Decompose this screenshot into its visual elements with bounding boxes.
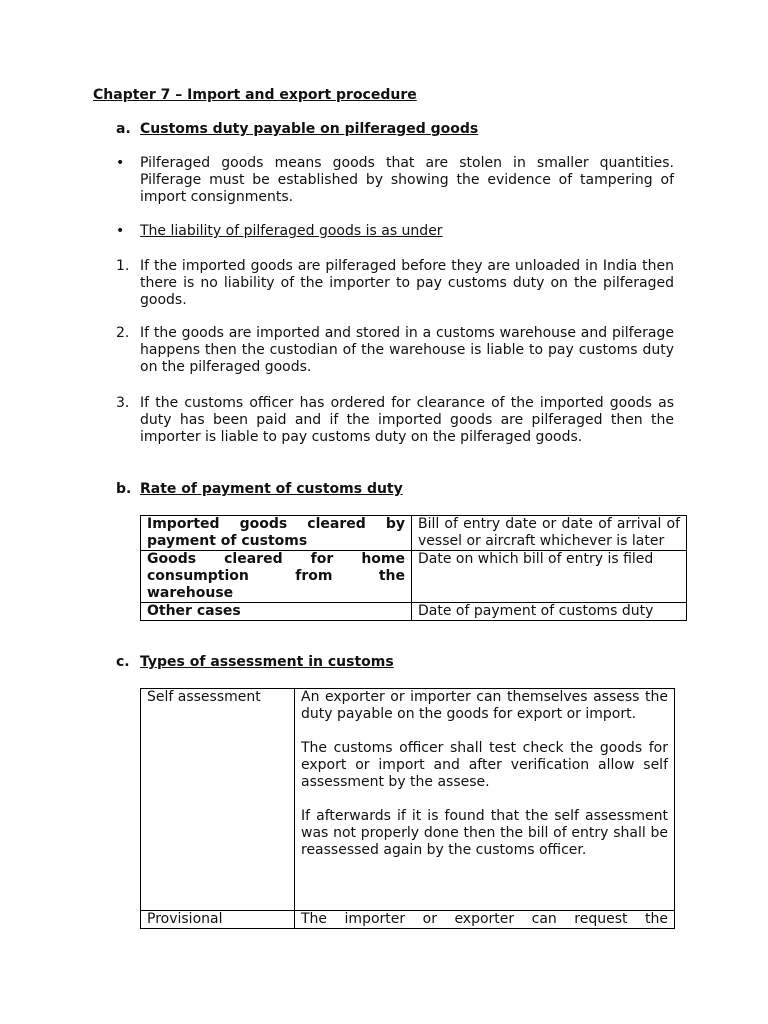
section-a-heading: Customs duty payable on pilferaged goods <box>140 121 479 137</box>
table-row <box>141 603 687 621</box>
bullet-icon: • <box>116 223 125 239</box>
table-row <box>141 911 675 929</box>
bullet-pilferaged-definition: Pilferaged goods means goods that are stolen in smaller quantities. Pilferage must be established by showing the evidence of tampering of import consignments. <box>140 155 674 205</box>
table-cell: Self assessment <box>141 689 295 911</box>
rate-of-payment-table <box>140 515 687 621</box>
cell-paragraph: The importer or exporter can request the <box>301 911 668 927</box>
table-cell: Date on which bill of entry is filed <box>412 551 687 603</box>
cell-paragraph: If afterwards if it is found that the self assessment was not properly done then the bill of entry shall be reassessed again by the customs officer. <box>301 808 668 858</box>
list-number: 1. <box>116 258 130 274</box>
section-c-marker: c. <box>116 654 130 670</box>
table-row <box>141 516 687 551</box>
section-b-marker: b. <box>116 481 132 497</box>
section-a-marker: a. <box>116 121 131 137</box>
bullet-liability-heading: The liability of pilferaged goods is as under <box>140 223 443 239</box>
cell-paragraph: The customs officer shall test check the goods for export or import and after verification allow self assessment by the assese. <box>301 740 668 790</box>
table-cell: Provisional <box>141 911 295 929</box>
table-cell: Goods cleared for home consumption from the warehouse <box>141 551 412 603</box>
table-cell: Date of payment of customs duty <box>412 603 687 621</box>
bullet-icon: • <box>116 155 125 171</box>
table-cell <box>295 911 675 929</box>
table-cell: Bill of entry date or date of arrival of vessel or aircraft whichever is later <box>412 516 687 551</box>
list-number: 2. <box>116 325 130 341</box>
list-number: 3. <box>116 395 130 411</box>
list-item-3: If the customs officer has ordered for clearance of the imported goods as duty has been paid and if the imported goods are pilferaged then the importer is liable to pay customs duty on the pilferaged goods. <box>140 395 674 445</box>
table-cell: Other cases <box>141 603 412 621</box>
list-item-2: If the goods are imported and stored in a customs warehouse and pilferage happens then the custodian of the warehouse is liable to pay customs duty on the pilferaged goods. <box>140 325 674 375</box>
section-c-heading: Types of assessment in customs <box>140 654 394 670</box>
list-item-1: If the imported goods are pilferaged before they are unloaded in India then there is no liability of the importer to pay customs duty on the pilferaged goods. <box>140 258 674 308</box>
table-row <box>141 551 687 603</box>
table-row <box>141 689 675 911</box>
cell-paragraph: An exporter or importer can themselves assess the duty payable on the goods for export or import. <box>301 689 668 722</box>
table-cell <box>295 689 675 911</box>
assessment-types-table <box>140 688 675 929</box>
chapter-title: Chapter 7 – Import and export procedure <box>93 87 417 103</box>
table-cell: Imported goods cleared by payment of customs <box>141 516 412 551</box>
section-b-heading: Rate of payment of customs duty <box>140 481 403 497</box>
